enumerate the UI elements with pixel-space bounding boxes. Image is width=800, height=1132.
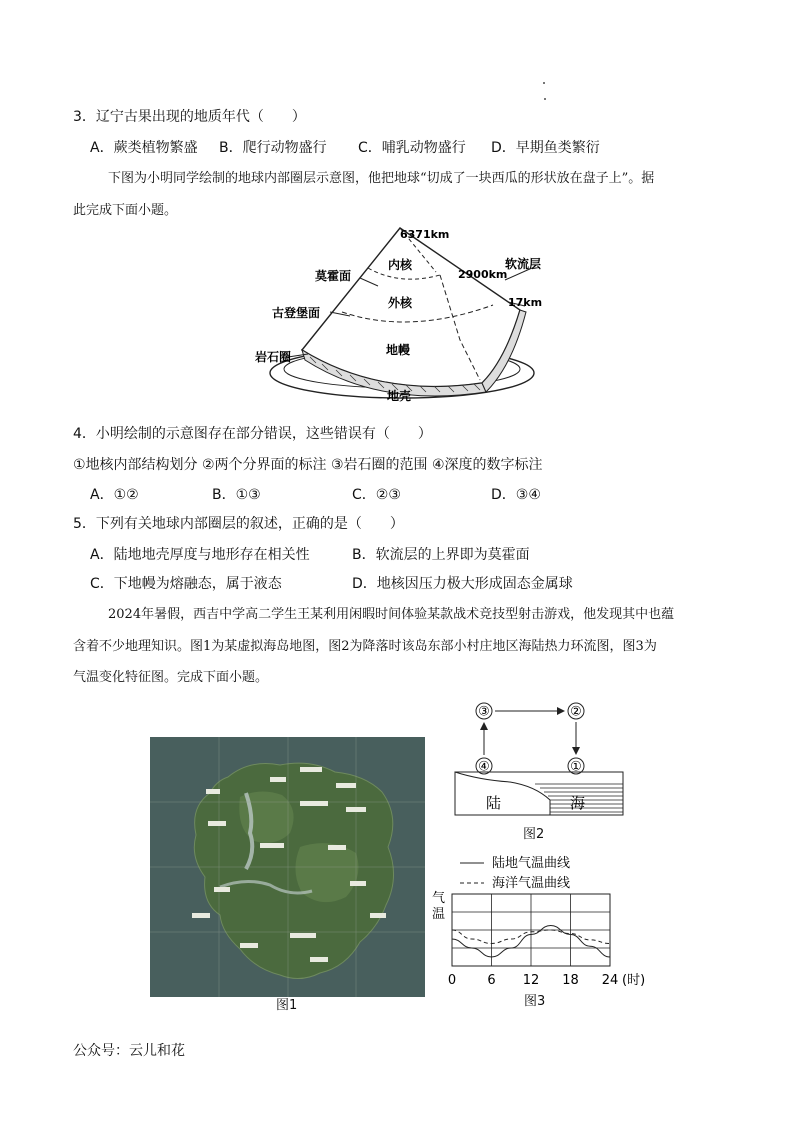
scan-mark (544, 98, 546, 100)
label-asthenosphere: 软流层 (505, 257, 542, 271)
intro1-line2: 此完成下面小题。 (73, 203, 178, 218)
ylabel-char-1: 气 (432, 891, 446, 906)
q5-option-a: A．陆地地壳厚度与地形存在相关性 (90, 547, 310, 563)
q5-option-d: D．地核因压力极大形成固态金属球 (352, 576, 573, 592)
q4-stem: 4．小明绘制的示意图存在部分错误，这些错误有（ ） (73, 426, 432, 442)
intro2-line1: 2024年暑假，西吉中学高二学生王某利用闲暇时间体验某款战术竞技型射击游戏，他发现其中也蕴 (108, 607, 675, 622)
temperature-chart (428, 852, 668, 992)
intro2-line3: 气温变化特征图。完成下面小题。 (73, 670, 269, 685)
sea-label: 海 (570, 794, 586, 812)
q4-option-c: C．②③ (352, 487, 401, 503)
ylabel-char-2: 温 (432, 907, 446, 922)
q3-stem: 3．辽宁古果出现的地质年代（ ） (73, 109, 306, 125)
label-17km: 17km (508, 296, 543, 309)
label-6371km: 6371km (400, 228, 450, 241)
q4-option-b: B．①③ (212, 487, 261, 503)
x-tick-label: 12 (522, 973, 540, 988)
q3-option-d: D．早期鱼类繁衍 (491, 140, 600, 156)
earth-interior-figure (250, 220, 560, 410)
label-lithosphere: 岩石圈 (255, 350, 292, 364)
point-2: ② (570, 704, 582, 720)
point-3: ③ (478, 704, 490, 720)
land-label: 陆 (486, 794, 502, 812)
x-tick-label: 0 (447, 973, 457, 988)
circulation-diagram (440, 700, 630, 820)
point-4: ④ (478, 759, 490, 775)
footer-text: 公众号：云儿和花 (73, 1043, 185, 1059)
fig3-caption: 图3 (524, 994, 546, 1009)
label-crust: 地壳 (387, 389, 412, 403)
label-gutenberg: 古登堡面 (272, 306, 321, 320)
q5-option-b: B．软流层的上界即为莫霍面 (352, 547, 530, 563)
q4-option-a: A．①② (90, 487, 139, 503)
fig2-caption: 图2 (523, 827, 545, 842)
label-inner-core: 内核 (388, 258, 413, 272)
island-map (150, 737, 425, 997)
q4-option-d: D．③④ (491, 487, 541, 503)
q3-option-b: B．爬行动物盛行 (219, 140, 327, 156)
q3-option-c: C．哺乳动物盛行 (358, 140, 466, 156)
q4-items: ①地核内部结构划分 ②两个分界面的标注 ③岩石圈的范围 ④深度的数字标注 (73, 457, 543, 473)
label-outer-core: 外核 (388, 296, 413, 310)
label-moho: 莫霍面 (315, 269, 352, 283)
intro1-line1: 下图为小明同学绘制的地球内部圈层示意图，他把地球“切成了一块西瓜的形状放在盘子上”。据 (108, 171, 655, 186)
x-tick-label: 18 (562, 973, 579, 988)
fig1-caption: 图1 (276, 998, 298, 1013)
x-tick-label: 24 (601, 973, 619, 988)
label-2900km: 2900km (458, 268, 508, 281)
x-unit-label: (时) (622, 973, 646, 988)
label-mantle: 地幔 (386, 343, 411, 357)
legend-land-label: 陆地气温曲线 (492, 856, 571, 871)
x-tick-label: 6 (487, 973, 496, 988)
point-1: ① (570, 759, 582, 775)
land-shape (455, 772, 550, 815)
q5-option-c: C．下地幔为熔融态，属于液态 (90, 576, 282, 592)
q3-option-a: A．蕨类植物繁盛 (90, 140, 198, 156)
scan-mark (543, 82, 545, 84)
q5-stem: 5．下列有关地球内部圈层的叙述，正确的是（ ） (73, 516, 404, 532)
intro2-line2: 含着不少地理知识。图1为某虚拟海岛地图，图2为降落时该岛东部小村庄地区海陆热力环流图，图3为 (73, 639, 657, 654)
legend-sea-label: 海洋气温曲线 (492, 876, 571, 891)
